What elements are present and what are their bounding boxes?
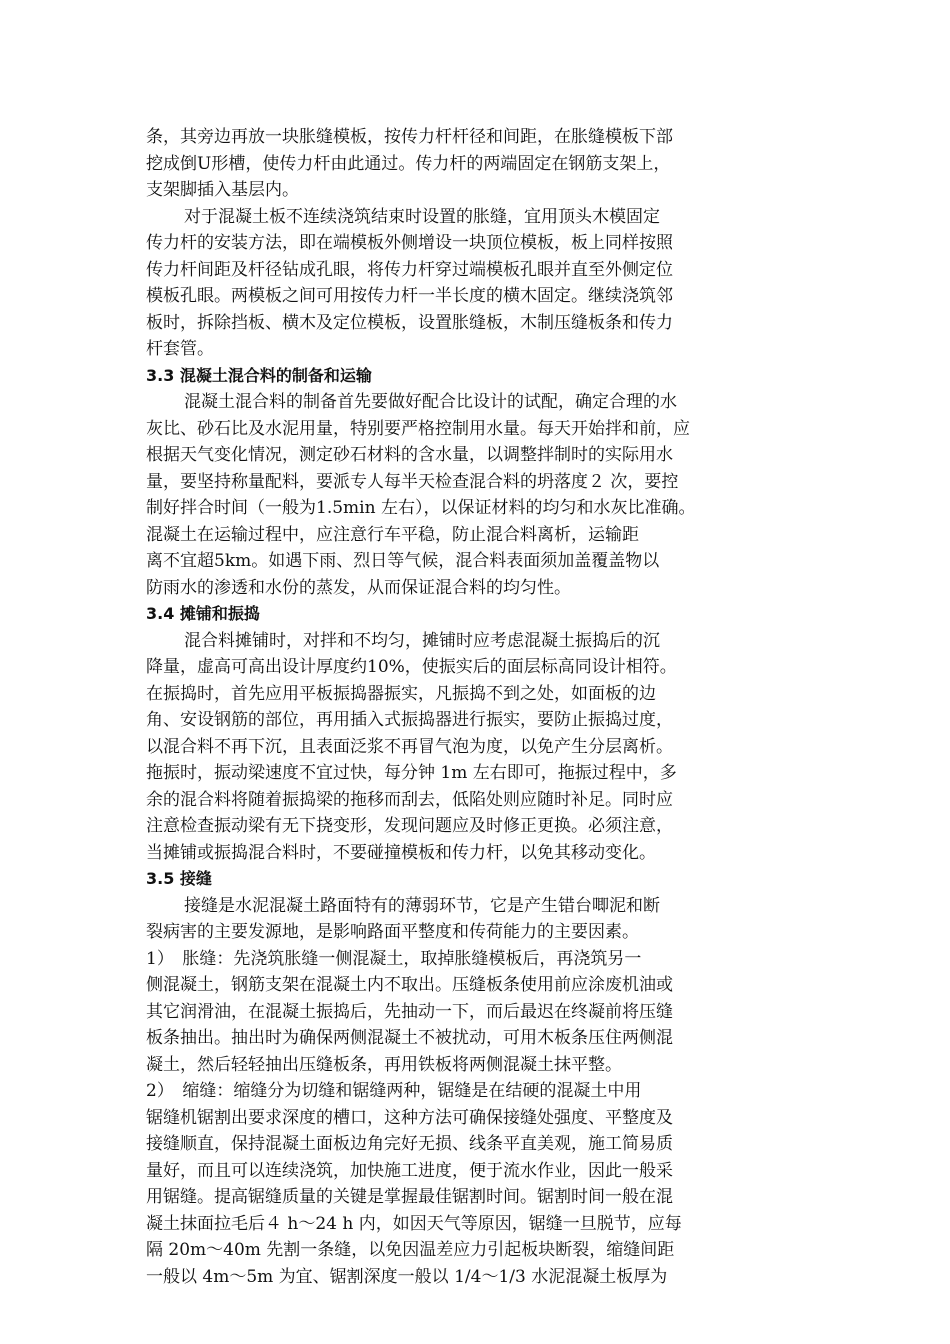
body-text-line: 1） 胀缝：先浇筑胀缝一侧混凝土，取掉胀缝模板后，再浇筑另一	[146, 948, 642, 969]
body-text-line: 2） 缩缝：缩缝分为切缝和锯缝两种，锯缝是在结硬的混凝土中用	[146, 1081, 642, 1101]
body-text-line: 模板孔眼。两模板之间可用按传力杆一半长度的横木固定。继续浇筑邻	[146, 286, 673, 306]
body-text-line: 支架脚插入基层内。	[146, 180, 299, 200]
body-text-line: 量好，而且可以连续浇筑，加快施工进度，便于流水作业，因此一般采	[146, 1160, 673, 1181]
body-text-line: 对于混凝土板不连续浇筑结束时设置的胀缝，宜用顶头木模固定	[184, 206, 660, 227]
body-text-line: 接缝是水泥混凝土路面特有的薄弱环节，它是产生错台唧泥和断	[184, 895, 660, 916]
body-text-line: 隔 20m～40m 先割一条缝，以免因温差应力引起板块断裂，缩缝间距	[146, 1240, 675, 1260]
body-text-line: 一般以 4m～5m 为宜、锯割深度一般以 1/4～1/3 水泥混凝土板厚为	[146, 1266, 668, 1287]
body-text-line: 杆套管。	[146, 339, 214, 359]
body-text-line: 锯缝机锯割出要求深度的槽口，这种方法可确保接缝处强度、平整度及	[146, 1107, 673, 1128]
body-text-line: 降量，虚高可高出设计厚度约10%，使振实后的面层标高同设计相符。	[146, 657, 677, 677]
section-heading: 3.3 混凝土混合料的制备和运输	[146, 365, 372, 385]
body-text-line: 角、安设钢筋的部位，再用插入式振捣器进行振实，要防止振捣过度，	[146, 710, 673, 730]
body-text-line: 裂病害的主要发源地，是影响路面平整度和传荷能力的主要因素。	[146, 922, 639, 942]
section-heading: 3.5 接缝	[146, 869, 212, 888]
body-text-line: 凝土抹面拉毛后４ h～24 h 内，如因天气等原因，锯缝一旦脱节，应每	[146, 1213, 682, 1234]
section-heading: 3.4 摊铺和振捣	[146, 604, 260, 623]
body-text-line: 注意检查振动梁有无下挠变形，发现问题应及时修正更换。必须注意，	[146, 816, 673, 836]
body-text-line: 余的混合料将随着振捣梁的拖移而刮去，低陷处则应随时补足。同时应	[146, 789, 673, 810]
body-text-line: 制好拌合时间（一般为1.5min 左右），以保证材料的均匀和水灰比准确。	[146, 498, 696, 518]
body-text-line: 混凝土在运输过程中，应注意行车平稳，防止混合料离析，运输距	[146, 524, 639, 545]
body-text-line: 接缝顺直，保持混凝土面板边角完好无损、线条平直美观，施工简易质	[146, 1134, 673, 1154]
body-text-line: 以混合料不再下沉，且表面泛浆不再冒气泡为度，以免产生分层离析。	[146, 736, 673, 757]
body-text-line: 当摊铺或振捣混合料时，不要碰撞模板和传力杆，以免其移动变化。	[146, 842, 656, 863]
body-text-line: 灰比、砂石比及水泥用量，特别要严格控制用水量。每天开始拌和前，应	[146, 418, 690, 439]
body-text-line: 用锯缝。提高锯缝质量的关键是掌握最佳锯割时间。锯割时间一般在混	[146, 1187, 673, 1207]
body-text-line: 在振捣时，首先应用平板振捣器振实，凡振捣不到之处，如面板的边	[146, 683, 656, 704]
body-text-line: 混合料摊铺时，对拌和不均匀，摊铺时应考虑混凝土振捣后的沉	[184, 630, 660, 651]
body-text-line: 板条抽出。抽出时为确保两侧混凝土不被扰动，可用木板条压住两侧混	[146, 1028, 673, 1048]
body-text-line: 传力杆的安装方法，即在端模板外侧增设一块顶位模板，板上同样按照	[146, 233, 673, 253]
body-text-line: 其它润滑油，在混凝土振捣后，先抽动一下，而后最迟在终凝前将压缝	[146, 1001, 673, 1022]
body-text-line: 量，要坚持称量配料，要派专人每半天检查混合料的坍落度２ 次，要控	[146, 471, 679, 492]
body-text-line: 离不宜超5km。如遇下雨、烈日等气候，混合料表面须加盖覆盖物以	[146, 551, 660, 571]
body-text-line: 混凝土混合料的制备首先要做好配合比设计的试配，确定合理的水	[184, 392, 677, 412]
body-text-line: 拖振时，振动梁速度不宜过快，每分钟 1m 左右即可，拖振过程中，多	[146, 763, 677, 783]
body-text-line: 侧混凝土，钢筋支架在混凝土内不取出。压缝板条使用前应涂废机油或	[146, 975, 673, 995]
body-text-line: 条，其旁边再放一块胀缝模板，按传力杆杆径和间距，在胀缝模板下部	[146, 127, 673, 147]
body-text-line: 根据天气变化情况，测定砂石材料的含水量，以调整拌制时的实际用水	[146, 445, 673, 465]
body-text-line: 防雨水的渗透和水份的蒸发，从而保证混合料的均匀性。	[146, 577, 571, 598]
body-text-line: 挖成倒U形槽，使传力杆由此通过。传力杆的两端固定在钢筋支架上，	[146, 153, 671, 174]
body-text-line: 传力杆间距及杆径钻成孔眼，将传力杆穿过端模板孔眼并直至外侧定位	[146, 259, 673, 280]
body-text-line: 凝土，然后轻轻抽出压缝板条，再用铁板将两侧混凝土抹平整。	[146, 1054, 622, 1075]
body-text-line: 板时，拆除挡板、横木及定位模板，设置胀缝板，木制压缝板条和传力	[146, 312, 673, 333]
